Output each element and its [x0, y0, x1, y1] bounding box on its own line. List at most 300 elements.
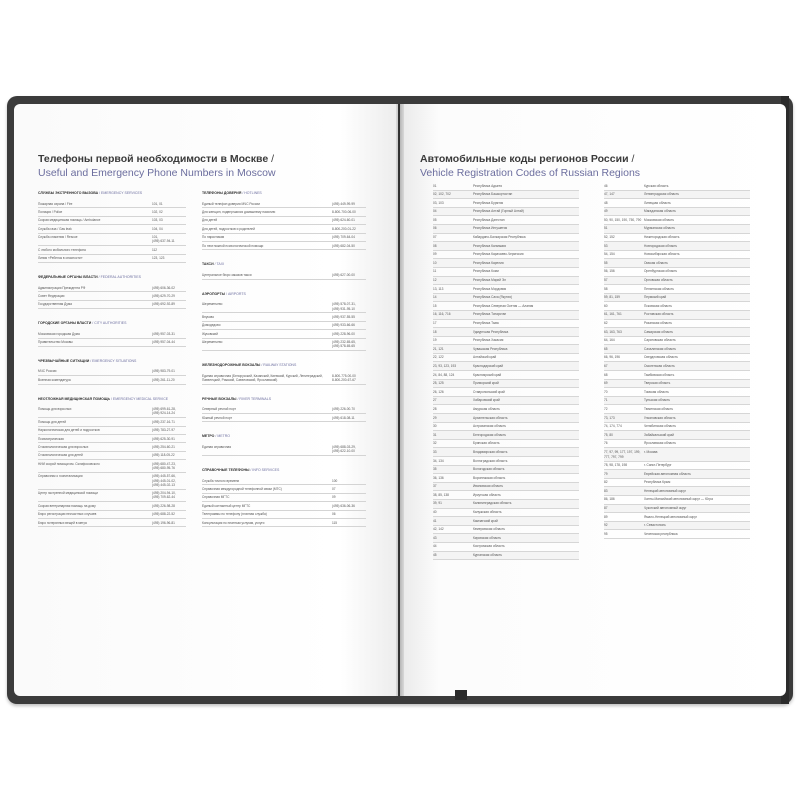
phone-number: (495) 254-60-21 — [152, 445, 175, 450]
region-row — [604, 380, 750, 389]
section-title-ru: ФЕДЕРАЛЬНЫЕ ОРГАНЫ ВЛАСТИ — [38, 274, 98, 279]
region-name: Самарская область — [644, 329, 674, 334]
region-code: 50, 90, 150, 190, 750, 790 — [604, 217, 642, 222]
region-code: 28 — [433, 406, 437, 411]
region-row — [604, 208, 750, 217]
region-row — [604, 397, 750, 406]
region-code: 38, 85, 138 — [433, 492, 449, 497]
section-title-separator: / — [225, 291, 228, 296]
phone-row — [202, 234, 366, 242]
right-column-1 — [433, 182, 579, 560]
section-title-separator: / — [241, 191, 245, 195]
section-title-en: TAXI — [216, 262, 225, 267]
region-code: 92 — [604, 523, 608, 528]
phone-row — [38, 234, 186, 247]
region-row — [433, 302, 579, 311]
region-name: Ярославская область — [644, 441, 676, 446]
region-row — [433, 431, 579, 440]
region-row — [433, 277, 579, 286]
section-title-ru: СЛУЖБЫ ЭКСТРЕННОГО ВЫЗОВА — [38, 191, 99, 195]
phone-row — [202, 372, 366, 385]
service-name: Северный речной порт — [202, 407, 236, 412]
phone-section — [38, 275, 186, 309]
service-name: Правительство Москвы — [38, 340, 73, 345]
phone-row — [38, 490, 186, 503]
section-title-separator: / — [214, 434, 218, 439]
service-name: Наркологическая для детей и подростков — [38, 428, 100, 433]
service-name: Справочная междугородной телефонной связи (МТС) — [202, 487, 282, 492]
region-name: Иркутская область — [473, 492, 501, 497]
region-name: Чукотский автономный округ — [644, 506, 687, 511]
region-code: 49 — [604, 209, 608, 214]
phone-number: (495) 709-64-04 — [332, 235, 355, 240]
phone-row — [202, 330, 366, 338]
region-row — [604, 414, 750, 423]
region-row — [604, 234, 750, 243]
phone-row — [38, 330, 186, 338]
spine-shadow — [396, 104, 404, 696]
region-code: 56, 156 — [604, 269, 615, 274]
region-row — [433, 491, 579, 500]
region-name: Новосибирская область — [644, 252, 680, 257]
phone-number: (495) 625-30-91 — [152, 436, 175, 441]
section-title — [38, 321, 186, 326]
phone-row — [202, 502, 366, 510]
region-code: 65 — [604, 346, 608, 351]
region-code: 75, 80 — [604, 432, 613, 437]
region-code: 02, 102, 702 — [433, 192, 451, 197]
phone-number: 8-800-200-01-22 — [332, 226, 356, 231]
phone-number: (495) 118-05-22 — [152, 453, 175, 458]
right-column-2 — [604, 182, 750, 539]
region-code: 45 — [433, 553, 437, 558]
region-name: Вологодская область — [473, 467, 505, 472]
service-name: Военная комендатура — [38, 377, 71, 382]
region-row — [433, 534, 579, 543]
phone-row — [38, 406, 186, 419]
service-name: Совет Федерации — [38, 293, 65, 298]
region-name: г. Москва — [644, 449, 658, 454]
region-code: 32 — [433, 441, 437, 446]
section-title-ru: ТАКСИ — [202, 262, 214, 267]
phone-section — [202, 262, 366, 279]
phone-section — [202, 363, 366, 385]
region-name: Мурманская область — [644, 226, 675, 231]
region-row — [604, 320, 750, 329]
region-name: Курская область — [644, 183, 669, 188]
region-code: 21, 121 — [433, 346, 444, 351]
region-code: 78, 98, 178, 198 — [604, 463, 628, 468]
region-name: Ивановская область — [473, 484, 504, 489]
service-name: Московская городская Дума — [38, 331, 80, 336]
region-name: Магаданская область — [644, 209, 676, 214]
phone-number: (495) 699-61-28, (495) 924-14-24 — [152, 407, 176, 416]
section-title-en: EMERGENCY SITUATIONS — [92, 358, 137, 363]
phone-number: 103, 03 — [152, 218, 163, 223]
service-name: Служба точного времени — [202, 478, 240, 483]
region-row — [604, 448, 750, 461]
region-name: Владимирская область — [473, 449, 508, 454]
region-row — [604, 470, 750, 479]
region-code: 74, 174, 774 — [604, 424, 622, 429]
section-title-ru: МЕТРО — [202, 434, 215, 439]
region-code: 44 — [433, 544, 437, 549]
phone-number: 115 — [332, 520, 338, 525]
region-code: 15 — [433, 303, 437, 308]
region-name: Свердловская область — [644, 355, 678, 360]
region-row — [604, 513, 750, 522]
region-code: 04 — [433, 209, 437, 214]
region-code: 09 — [433, 252, 437, 257]
phone-row — [38, 301, 186, 309]
region-name: Воронежская область — [473, 475, 506, 480]
section-title-ru: ЖЕЛЕЗНОДОРОЖНЫЕ ВОКЗАЛЫ — [202, 363, 261, 368]
region-row — [433, 423, 579, 432]
phone-row — [202, 414, 366, 422]
region-row — [604, 530, 750, 539]
region-code: 70 — [604, 389, 608, 394]
region-name: Республика Коми — [473, 269, 499, 274]
region-name: Тамбовская область — [644, 372, 675, 377]
phone-row — [38, 443, 186, 451]
phone-number: (495) 445-57-66, (495) 445-01-02, (495) 445-02-13 — [152, 474, 176, 487]
phone-number: (495) 636-06-36 — [332, 503, 355, 508]
region-row — [604, 216, 750, 225]
phone-row — [38, 435, 186, 443]
phone-row — [202, 217, 366, 225]
region-name: Красноярский край — [473, 372, 502, 377]
phone-number: 09 — [332, 495, 336, 500]
phone-row — [202, 242, 366, 250]
service-name: Шереметьево — [202, 302, 223, 307]
region-name: Тверская область — [644, 381, 671, 386]
region-row — [433, 268, 579, 277]
service-name: Скорая медицинская помощь / Ambulance — [38, 218, 101, 223]
region-row — [433, 397, 579, 406]
phone-section — [38, 359, 186, 385]
phone-number: (495) 204-94-10, (495) 709-62-44 — [152, 491, 176, 500]
phone-number: (495) 629-70-29 — [152, 293, 175, 298]
region-row — [433, 225, 579, 234]
section-title-ru: ГОРОДСКИЕ ОРГАНЫ ВЛАСТИ — [38, 321, 92, 326]
phone-number: (495) 261-11-20 — [152, 377, 175, 382]
section-title-separator: / — [213, 262, 217, 267]
region-code: 05 — [433, 217, 437, 222]
left-column-1 — [38, 191, 186, 539]
region-name: Чеченская республика — [644, 531, 678, 536]
region-code: 48 — [604, 200, 608, 205]
region-code: 61, 161, 761 — [604, 312, 622, 317]
region-code: 82 — [604, 480, 608, 485]
region-name: Пермский край — [644, 295, 667, 300]
region-row — [433, 517, 579, 526]
phone-number: (495) 449-99-99 — [332, 201, 355, 206]
region-name: Удмуртская Республика — [473, 329, 509, 334]
region-code: 13, 113 — [433, 286, 444, 291]
region-code: 60 — [604, 303, 608, 308]
region-name: Челябинская область — [644, 424, 676, 429]
region-code: 19 — [433, 338, 437, 343]
service-name: Полиция / Police — [38, 209, 63, 214]
region-row — [433, 526, 579, 535]
phone-number: (495) 957-04-44 — [152, 340, 175, 345]
service-name: Для женщин, подвергшихся домашнему насилию — [202, 209, 276, 214]
region-row — [433, 380, 579, 389]
region-code: 46 — [604, 183, 608, 188]
service-name: Для детей, подростков и родителей — [202, 226, 255, 231]
phone-number: (495) 618-08-11 — [332, 415, 355, 420]
region-row — [604, 388, 750, 397]
phone-row — [202, 208, 366, 216]
section-title-en: AIRPORTS — [227, 291, 246, 296]
section-title-separator: / — [109, 396, 113, 401]
bookmark-ribbon — [455, 690, 467, 700]
region-row — [604, 251, 750, 260]
region-code: 89 — [604, 514, 608, 519]
region-code: 30 — [433, 424, 437, 429]
phone-number: (495) 578-07-31, (495) 931-95-10 — [332, 302, 356, 311]
phone-row — [38, 217, 186, 225]
region-row — [604, 440, 750, 449]
region-name: Приморский край — [473, 381, 499, 386]
region-name: Новгородская область — [644, 243, 678, 248]
phone-section — [202, 397, 366, 423]
region-name: Смоленская область — [644, 363, 675, 368]
phone-row — [202, 443, 366, 456]
region-row — [604, 259, 750, 268]
region-code: 47, 147 — [604, 192, 615, 197]
region-row — [433, 509, 579, 518]
service-name: Телеграммы по телефону (платная служба) — [202, 512, 267, 517]
section-title-ru: СПРАВОЧНЫЕ ТЕЛЕФОНЫ — [202, 468, 250, 473]
region-row — [604, 182, 750, 191]
region-row — [604, 242, 750, 251]
service-name: Южный речной порт — [202, 415, 233, 420]
region-name: Ненецкий автономный округ — [644, 488, 686, 493]
region-row — [433, 182, 579, 191]
region-name: г. Санкт-Петербург — [644, 463, 672, 468]
phone-row — [202, 339, 366, 352]
region-code: 71 — [604, 398, 608, 403]
region-code: 39, 91 — [433, 501, 442, 506]
region-name: Калужская область — [473, 510, 502, 515]
region-name: Архангельская область — [473, 415, 508, 420]
region-code: 53 — [604, 243, 608, 248]
region-row — [433, 259, 579, 268]
region-row — [433, 440, 579, 449]
region-row — [433, 208, 579, 217]
region-row — [433, 251, 579, 260]
section-title — [202, 292, 366, 297]
section-title — [38, 397, 186, 402]
region-code: 51 — [604, 226, 608, 231]
region-row — [433, 234, 579, 243]
region-code: 63, 163, 763 — [604, 329, 622, 334]
region-row — [604, 294, 750, 303]
region-name: Республика Мордовия — [473, 286, 507, 291]
phone-row — [38, 368, 186, 376]
phone-section — [38, 321, 186, 347]
phone-row — [38, 284, 186, 292]
region-row — [604, 371, 750, 380]
region-code: 37 — [433, 484, 437, 489]
phone-section — [202, 434, 366, 456]
right-title-en: Vehicle Registration Codes of Russian Regions — [420, 167, 641, 179]
region-code: 57 — [604, 278, 608, 283]
service-name: Стоматологическая для взрослых — [38, 445, 89, 450]
phone-number: 8-800-775-00-00 8-800-200-67-67 — [332, 373, 356, 382]
region-name: Кировская область — [473, 535, 502, 540]
region-code: 72 — [604, 406, 608, 411]
phone-section — [202, 191, 366, 250]
region-code: 11 — [433, 269, 437, 274]
region-code: 29 — [433, 415, 437, 420]
region-name: Республика Хакасия — [473, 338, 504, 343]
section-title — [202, 397, 366, 402]
section-title-separator: / — [236, 396, 240, 401]
region-row — [433, 500, 579, 509]
region-name: Республика Бурятия — [473, 200, 504, 205]
service-name: Центральное бюро заказов такси — [202, 272, 252, 277]
region-code: 17 — [433, 321, 437, 325]
region-row — [604, 522, 750, 531]
service-name: Единый контактный центр МГТС — [202, 503, 251, 508]
region-row — [604, 225, 750, 234]
region-name: Томская область — [644, 389, 669, 394]
region-row — [604, 345, 750, 354]
phone-number: (495) 688-22-52 — [152, 512, 175, 517]
region-code: 86, 186 — [604, 497, 615, 502]
region-row — [604, 268, 750, 277]
region-code: 40 — [433, 510, 437, 515]
region-row — [604, 362, 750, 371]
phone-number: 06 — [332, 512, 336, 517]
region-row — [433, 337, 579, 346]
region-row — [433, 294, 579, 303]
region-row — [433, 543, 579, 552]
service-name: НИИ скорой помощи им. Склифосовского — [38, 461, 100, 466]
service-name: Служба газа / Gas leak — [38, 226, 72, 231]
region-name: Оренбургская область — [644, 269, 678, 274]
region-name: Псковская область — [644, 303, 672, 308]
region-row — [433, 448, 579, 457]
region-name: Ставропольский край — [473, 389, 505, 394]
region-row — [604, 487, 750, 496]
service-name: Пожарная охрана / Fire — [38, 201, 73, 206]
service-name: Скорая ветеринарная помощь на дому — [38, 503, 96, 508]
service-name: С любого мобильного телефона — [38, 247, 86, 252]
service-name: Помощь для детей — [38, 419, 67, 424]
region-row — [604, 423, 750, 432]
region-name: Кабардино-Балкарская Республика — [473, 235, 526, 240]
region-name: Республика Карачаево-Черкессия — [473, 252, 524, 257]
region-code: 59, 81, 159 — [604, 295, 620, 300]
service-name: Линия «Ребенок в опасности» — [38, 256, 83, 261]
phone-row — [38, 519, 186, 527]
phone-row — [202, 519, 366, 527]
phone-number: 101, (495) 637-94-11 — [152, 235, 175, 244]
phone-number: (495) 783-27-97 — [152, 428, 175, 433]
phone-number: 104, 04 — [152, 226, 163, 231]
left-page-heading — [38, 152, 276, 180]
region-code: 95 — [604, 531, 608, 536]
phone-row — [202, 313, 366, 321]
phone-row — [38, 502, 186, 510]
left-page — [14, 104, 398, 696]
region-code: 08 — [433, 243, 437, 248]
section-title-ru: ТЕЛЕФОНЫ ДОВЕРИЯ — [202, 191, 242, 195]
phone-number: (495) 680-47-23, (495) 680-95-76 — [152, 461, 176, 471]
phone-row — [38, 452, 186, 460]
region-name: Астраханская область — [473, 424, 507, 429]
section-title-separator: / — [97, 274, 101, 279]
region-code: 12 — [433, 278, 437, 283]
region-row — [433, 328, 579, 337]
service-name: Жуковский — [202, 331, 218, 336]
region-row — [433, 552, 579, 561]
phone-number: (495) 606-36-02 — [152, 285, 175, 290]
region-code: 68 — [604, 372, 608, 377]
region-code: 62 — [604, 321, 608, 325]
region-row — [433, 483, 579, 492]
region-name: Белгородская область — [473, 432, 507, 437]
service-name: МЧС России — [38, 369, 57, 374]
region-name: Омская область — [644, 260, 668, 265]
region-name: Республика Татарстан — [473, 312, 507, 317]
phone-number: (495) 937-55-55 — [332, 314, 355, 319]
region-row — [604, 354, 750, 363]
region-code: 27 — [433, 398, 437, 403]
section-title-en: CITY AUTHORITIES — [94, 321, 127, 326]
section-title-separator: / — [91, 321, 95, 326]
phone-row — [202, 301, 366, 314]
left-title-ru: Телефоны первой необходимости в Москве — [38, 153, 269, 165]
phone-row — [38, 460, 186, 473]
region-name: Брянская область — [473, 441, 500, 446]
phone-row — [38, 473, 186, 490]
region-name: Калининградская область — [473, 501, 512, 506]
service-name: Справочная МГТС — [202, 495, 230, 500]
section-title — [202, 191, 366, 196]
region-name: Ленинградская область — [644, 192, 679, 197]
service-name: Стоматологическая для детей — [38, 453, 83, 458]
region-name: Республика Марий Эл — [473, 278, 506, 283]
service-name: Единая справочная — [202, 445, 232, 450]
section-title-en: HOTLINES — [244, 191, 262, 195]
region-row — [433, 371, 579, 380]
phone-row — [202, 485, 366, 493]
region-row — [433, 199, 579, 208]
service-name: Шереметьево — [202, 340, 223, 345]
region-row — [604, 405, 750, 414]
right-page-heading — [420, 152, 640, 180]
region-code: 33 — [433, 449, 437, 454]
region-name: Ханты-Мансийский автономный округ — Югра — [644, 497, 713, 502]
phone-number: (495) 627-00-00 — [332, 272, 355, 277]
phone-number: 102, 02 — [152, 209, 163, 214]
phone-row — [38, 200, 186, 208]
phone-row — [202, 406, 366, 414]
phone-number: (495) 226-98-28 — [152, 503, 175, 508]
phone-number: 112 — [152, 247, 158, 252]
service-name: По неотложной психологической помощи — [202, 243, 264, 248]
region-row — [433, 242, 579, 251]
region-row — [433, 320, 579, 329]
phone-number: (495) 682-04-50 — [332, 243, 355, 248]
region-name: Тюменская область — [644, 406, 674, 411]
section-title — [38, 191, 186, 196]
phone-number: 100 — [332, 478, 338, 483]
